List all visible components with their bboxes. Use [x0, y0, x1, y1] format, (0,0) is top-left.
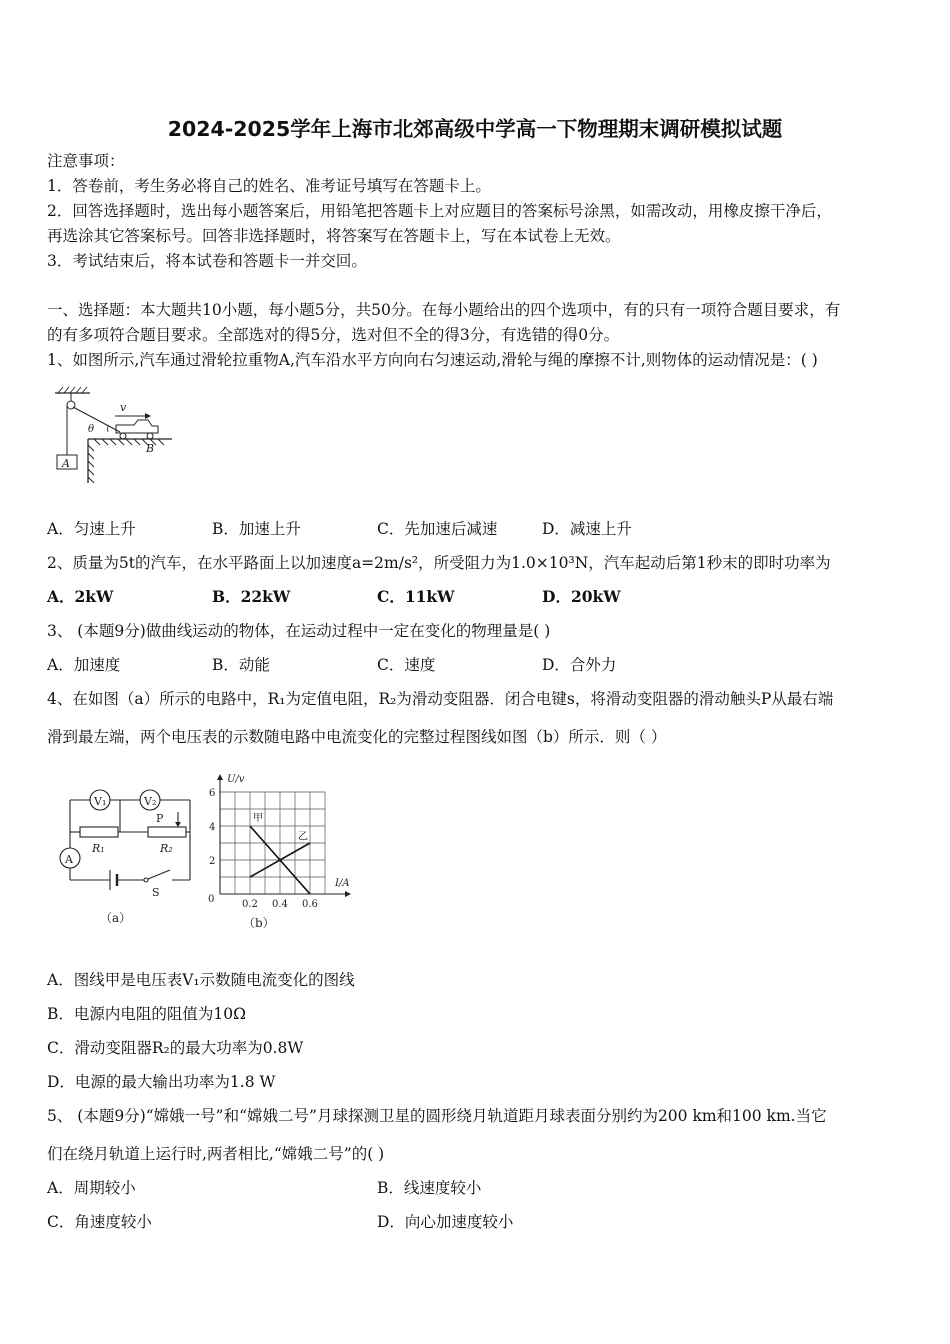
- q2-option-d[interactable]: D．20kW: [542, 587, 621, 606]
- velocity-label: v: [120, 401, 127, 414]
- q2-option-a[interactable]: A．2kW: [47, 587, 114, 606]
- q2-option-b[interactable]: B．22kW: [212, 587, 291, 606]
- q4-option-c[interactable]: C．滑动变阻器R₂的最大功率为0.8W: [47, 1039, 304, 1057]
- q5-option-c[interactable]: C．角速度较小: [47, 1213, 152, 1231]
- q3-option-a[interactable]: A．加速度: [47, 656, 121, 674]
- origin-label: 0: [208, 894, 215, 905]
- voltmeter-2-label: V₂: [144, 795, 157, 808]
- q2-stem: 2、质量为5t的汽车，在水平路面上以加速度a=2m/s²，所受阻力为1.0×10³N，汽车起动后第1秒末的即时功率为: [47, 554, 831, 572]
- q1-stem: 1、如图所示,汽车通过滑轮拉重物A,汽车沿水平方向向右匀速运动,滑轮与绳的摩擦不计,则物体的运动情况是：( ): [47, 351, 818, 369]
- q5-option-b[interactable]: B．线速度较小: [377, 1179, 482, 1197]
- q4-stem: 滑到最左端，两个电压表的示数随电路中电流变化的完整过程图线如图（b）所示．则（ ）: [47, 728, 667, 746]
- x-tick-label: 0.6: [302, 899, 318, 910]
- q1-pulley-figure: [50, 385, 180, 490]
- q2-option-c[interactable]: C．11kW: [377, 587, 455, 606]
- circuit-caption: （a）: [100, 911, 132, 925]
- block-label: A: [62, 457, 70, 470]
- q1-option-a[interactable]: A．匀速上升: [47, 520, 136, 538]
- notice-item: 2．回答选择题时，选出每小题答案后，用铅笔把答题卡上对应题目的答案标号涂黑，如需改动，用橡皮擦干净后，: [47, 202, 832, 220]
- y-tick-label: 4: [209, 822, 216, 833]
- point-label: B: [146, 442, 155, 455]
- y-tick-label: 6: [209, 788, 216, 799]
- q4-option-d[interactable]: D．电源的最大输出功率为1.8 W: [47, 1073, 276, 1091]
- y-tick-label: 2: [209, 856, 216, 867]
- notice-item: 再选涂其它答案标号。回答非选择题时，将答案写在答题卡上，写在本试卷上无效。: [47, 227, 621, 245]
- x-tick-label: 0.2: [242, 899, 258, 910]
- q4-stem: 4、在如图（a）所示的电路中，R₁为定值电阻，R₂为滑动变阻器．闭合电键s，将滑动变阻器的滑动触头P从最右端: [47, 690, 834, 708]
- notice-item: 3．考试结束后，将本试卷和答题卡一并交回。: [47, 252, 367, 270]
- ammeter-label: A: [65, 853, 73, 866]
- page-title: 2024-2025学年上海市北郊高级中学高一下物理期末调研模拟试题: [167, 117, 783, 141]
- slider-label: P: [156, 812, 164, 825]
- y-axis-label: U/v: [227, 774, 245, 785]
- q1-option-d[interactable]: D．减速上升: [542, 520, 632, 538]
- q4-option-a[interactable]: A．图线甲是电压表V₁示数随电流变化的图线: [47, 971, 355, 989]
- switch-label: S: [152, 886, 160, 899]
- q3-option-b[interactable]: B．动能: [212, 656, 270, 674]
- resistor-2-label: R₂: [160, 842, 173, 855]
- q1-option-b[interactable]: B．加速上升: [212, 520, 301, 538]
- section-instructions: 的有多项符合题目要求。全部选对的得5分，选对但不全的得3分，有选错的得0分。: [47, 326, 620, 344]
- q5-option-d[interactable]: D．向心加速度较小: [377, 1213, 514, 1231]
- x-axis-label: I/A: [335, 878, 350, 889]
- q4-option-b[interactable]: B．电源内电阻的阻值为10Ω: [47, 1005, 246, 1023]
- q1-option-c[interactable]: C．先加速后减速: [377, 520, 498, 538]
- section-instructions: 一、选择题：本大题共10小题，每小题5分，共50分。在每小题给出的四个选项中，有的只有一项符合题目要求，有: [47, 301, 841, 319]
- x-tick-label: 0.4: [272, 899, 288, 910]
- q3-option-d[interactable]: D．合外力: [542, 656, 617, 674]
- q3-stem: 3、 (本题9分)做曲线运动的物体，在运动过程中一定在变化的物理量是( ): [47, 622, 551, 640]
- q5-stem: 们在绕月轨道上运行时,两者相比,“嫦娥二号”的( ): [47, 1145, 385, 1163]
- q4-circuit-figure: [52, 782, 202, 927]
- series-label-yi: 乙: [298, 831, 308, 843]
- notice-heading: 注意事项：: [47, 152, 125, 170]
- notice-item: 1．答卷前，考生务必将自己的姓名、准考证号填写在答题卡上。: [47, 177, 491, 195]
- voltmeter-1-label: V₁: [94, 795, 107, 808]
- q4-ui-graph: [205, 772, 360, 930]
- q5-option-a[interactable]: A．周期较小: [47, 1179, 136, 1197]
- series-label-jia: 甲: [253, 812, 263, 824]
- q3-option-c[interactable]: C．速度: [377, 656, 436, 674]
- resistor-1-label: R₁: [92, 842, 105, 855]
- graph-caption: （b）: [243, 916, 275, 930]
- angle-label: θ: [88, 424, 95, 435]
- q5-stem: 5、 (本题9分)“嫦娥一号”和“嫦娥二号”月球探测卫星的圆形绕月轨道距月球表面分别约为200 km和100 km.当它: [47, 1107, 827, 1125]
